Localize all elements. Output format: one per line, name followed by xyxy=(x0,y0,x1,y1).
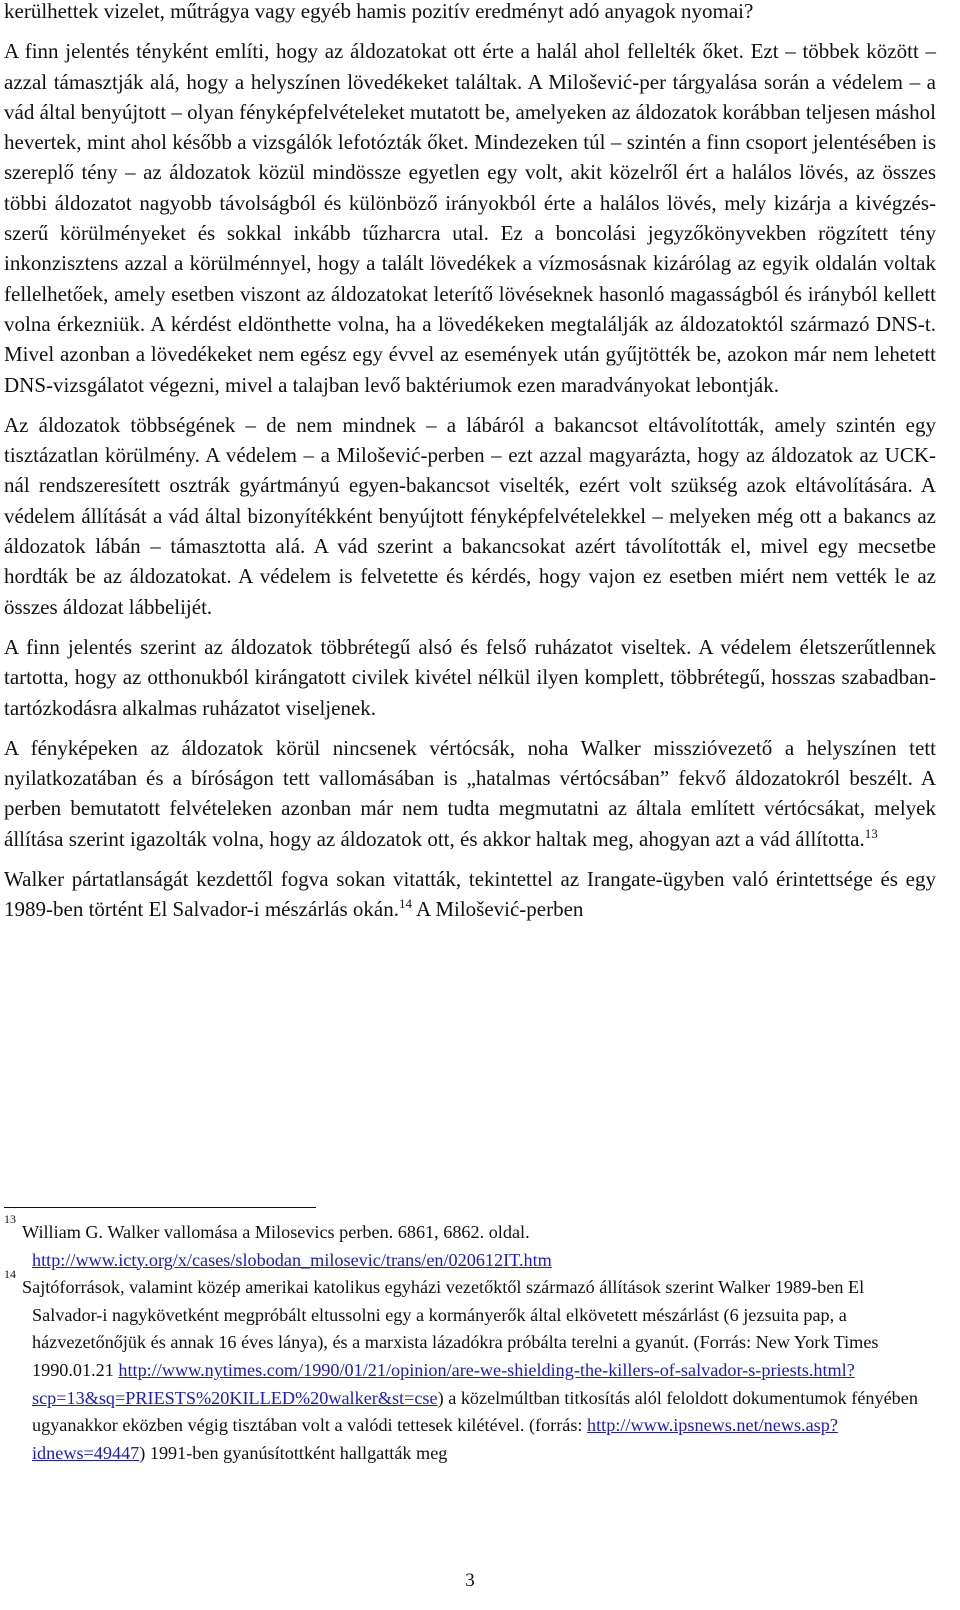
paragraph-6-continuation: A Milošević-perben xyxy=(411,897,584,922)
page-number: 3 xyxy=(465,1570,475,1591)
footnote-14-text-end: ) 1991-ben gyanúsítottként hallgatták meg xyxy=(139,1442,448,1463)
paragraph-4: A finn jelentés szerint az áldozatok többrétegű alsó és felső ruházatot viseltek. A védelem életszerűtlennek tartotta, hogy az otthonukból kirángatott civilek kivétel nélkül ilyen komplett, többrétegű, hosszas szabadban-tartózkodásra alkalmas ruházatot viseljenek. xyxy=(4,634,936,720)
paragraph-3: Az áldozatok többségének – de nem mindnek – a lábáról a bakancsot eltávolították, amely szintén egy tisztázatlan körülmény. A védelem – a Milošević-perben – ezt azzal magyarázta, hogy az áldozatok az UCK-nál rendszeresített osztrák gyártmányú egyen-bakancsot viselték, ezért volt szükség azok eltávolítására. A védelem állítását a vád által bizonyítékként benyújtott fényképfelvételekkel – melyeken még ott a bakancs az áldozatok lábán – támasztotta alá. A vád szerint a bakancsokat azért távolították el, mivel egy mecsetbe hordták be az áldozatokat. A védelem is felvetette és kérdés, hogy vajon ez esetben miért nem vették le az összes áldozat lábbelijét. xyxy=(4,412,936,619)
paragraph-2: A finn jelentés tényként említi, hogy az áldozatokat ott érte a halál ahol fellelték őket. Ezt – többek között – azzal támasztják alá, hogy a helyszínen lövedékeket találtak. A Milošević-per tárgyalása során a védelem – a vád által benyújtott – olyan fényképfelvételeket mutatott be, amelyeken az áldozatok korábban teljesen máshol hevertek, mint ahol később a vizsgálók lefotózták őket. Mindezeken túl – szintén a finn csoport jelentésében is szereplő tény – az áldozatok közül mindössze egyetlen egy volt, akit közelről ért a halálos lövés, az összes többi áldozatot nagyobb távolságból és különböző irányokból érte a halálos lövés, mely kizárja a kivégzés-szerű körülményeket és sokkal inkább tűzharcra utal. Ez a boncolási jegyzőkönyvekben rögzített tény inkonzisztens azzal a körülménnyel, hogy a talált lövedékek a vízmosásnak kizárólag az egyik oldalán voltak fellelhetőek, amely esetben viszont az áldozatokat leterítő lövéseknek hasonló magasságból és irányból kellett volna érkezniük. A kérdést eldönthette volna, ha a lövedékeken megtalálják az áldozatoktól származó DNS-t. Mivel azonban a lövedékeket nem egész egy évvel az események után gyűjtötték be, azokon már nem lehetett DNS-vizsgálatot végezni, mivel a talajban levő baktériumok ezen maradványokat lebontják. xyxy=(4,39,936,397)
footnote-14 xyxy=(4,1267,936,1467)
body-text xyxy=(4,0,936,925)
paragraph-6 xyxy=(4,864,936,925)
footnote-number-14: 14 xyxy=(4,1267,16,1282)
paragraph-5 xyxy=(4,733,936,854)
footnotes xyxy=(4,1212,936,1467)
footnote-13-link[interactable]: http://www.icty.org/x/cases/slobodan_milosevic/trans/en/020612IT.htm xyxy=(32,1249,552,1270)
paragraph-6-text: Walker pártatlanságát kezdettől fogva sokan vitatták, tekintettel az Irangate-ügyben való érintettsége és egy 1989-ben történt El Salvador-i mészárlás okán. xyxy=(4,867,936,922)
footnote-ref-14[interactable]: 14 xyxy=(398,896,412,912)
footnote-13-text: William G. Walker vallomása a Milosevics perben. 6861, 6862. oldal. xyxy=(22,1222,530,1242)
footnote-14-nytimes-link[interactable]: http://www.nytimes.com/1990/01/21/opinion/are-we-shielding-the-killers-of-salvador-s-priests.html?scp=13&sq=PRIESTS%20KILLED%20walker&st=cse xyxy=(32,1359,855,1408)
footnote-separator xyxy=(4,1207,316,1208)
paragraph-1: kerülhettek vizelet, műtrágya vagy egyéb hamis pozitív eredményt adó anyagok nyomai? xyxy=(4,0,754,23)
footnote-14-text: Sajtóforrások, valamint közép amerikai katolikus egyházi vezetőktől származó állítások szerint Walker 1989-ben El Salvador-i nagykövetként megpróbált eltussolni egy a kormányerők által elkövetett mészárlást (6 jezsuita pap, a házvezetőnőjük és annak 16 éves lánya), és a marxista lázadókra próbálta terelni a gyanút. (Forrás: New York Times 1990.01.21 xyxy=(22,1277,879,1380)
footnote-ref-13[interactable]: 13 xyxy=(864,825,878,841)
footnote-14-ipsnews-link[interactable]: http://www.ipsnews.net/news.asp?idnews=49447 xyxy=(32,1415,838,1463)
footnote-13 xyxy=(4,1212,936,1274)
document-page xyxy=(4,0,936,1610)
footnote-number-13: 13 xyxy=(4,1212,16,1226)
footnote-14-text-continued: ) a közelmúltban titkosítás alól feloldott dokumentumok fényében ugyanakkor eközben végig tisztában volt a valódi tettesek kilétével. (forrás: xyxy=(32,1387,918,1436)
paragraph-5-text: A fényképeken az áldozatok körül nincsenek vértócsák, noha Walker misszióvezető a helyszínen tett nyilatkozatában és a bíróságon tett vallomásában is „hatalmas vértócsában” fekvő áldozatokról beszélt. A perben bemutatott felvételeken azonban már nem tudta megmutatni az általa említett vértócsákat, melyek állítása szerint igazolták volna, hogy az áldozatok ott, és akkor haltak meg, ahogyan azt a vád állította. xyxy=(4,735,936,851)
